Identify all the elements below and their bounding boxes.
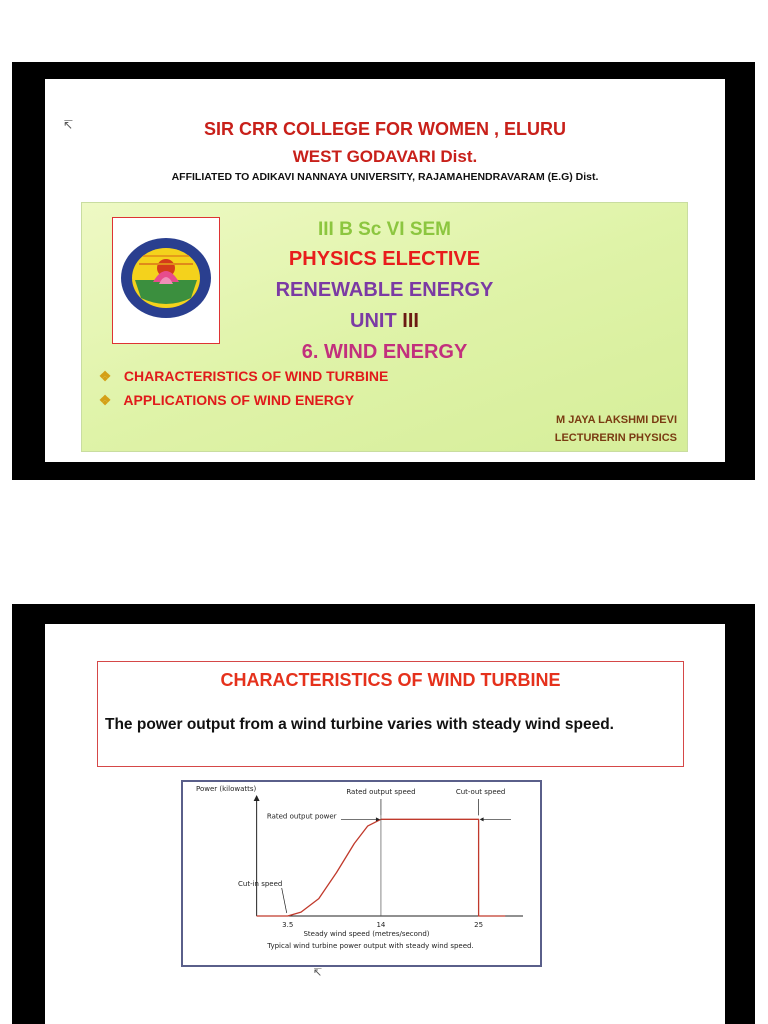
unit-heading bbox=[82, 310, 687, 333]
subject: PHYSICS ELECTIVE bbox=[288, 248, 481, 270]
title-box bbox=[97, 661, 684, 767]
unit-label: UNIT bbox=[350, 310, 397, 332]
cutin-arrow bbox=[282, 888, 287, 913]
x-tick-label: 14 bbox=[376, 921, 386, 929]
slide-2-content bbox=[45, 624, 725, 1024]
slide-title: CHARACTERISTICS OF WIND TURBINE bbox=[220, 670, 561, 690]
x-tick-label: 25 bbox=[474, 921, 484, 929]
chart-caption: Typical wind turbine power output with steady wind speed. bbox=[267, 942, 474, 950]
list-item bbox=[90, 392, 388, 409]
y-axis-arrow bbox=[254, 795, 260, 801]
unit-number: III bbox=[402, 310, 419, 332]
topic-title: 6. WIND ENERGY bbox=[301, 341, 468, 363]
list-item-label: APPLICATIONS OF WIND ENERGY bbox=[123, 392, 355, 408]
cutout-speed-label: Cut-out speed bbox=[455, 788, 506, 796]
cutout-right-arrowhead bbox=[480, 817, 484, 821]
class-semester: III B Sc VI SEM bbox=[317, 219, 452, 240]
slide-1 bbox=[12, 62, 755, 480]
affiliation: AFFILIATED TO ADIKAVI NANNAYA UNIVERSITY, RAJAMAHENDRAVARAM (E.G) Dist. bbox=[171, 171, 599, 183]
topic-list bbox=[90, 368, 388, 416]
author-name: M JAYA LAKSHMI DEVI bbox=[555, 414, 677, 426]
slide-2 bbox=[12, 604, 755, 1024]
district: WEST GODAVARI Dist. bbox=[292, 147, 478, 166]
rated-power-label: Rated output power bbox=[266, 812, 337, 821]
college-name: SIR CRR COLLEGE FOR WOMEN , ELURU bbox=[204, 119, 566, 139]
paper-title: RENEWABLE ENERGY bbox=[275, 279, 494, 301]
diamond-bullet-icon: ❖ bbox=[98, 392, 112, 408]
author-title: LECTURERIN PHYSICS bbox=[554, 432, 677, 444]
list-item-label: CHARACTERISTICS OF WIND TURBINE bbox=[123, 368, 389, 384]
chart-svg bbox=[183, 782, 536, 961]
rated-speed-label: Rated output speed bbox=[346, 788, 416, 796]
list-item bbox=[90, 368, 388, 385]
mouse-pointer-icon: ↸ bbox=[313, 966, 323, 979]
y-axis-label: Power (kilowatts) bbox=[196, 785, 257, 793]
mouse-pointer-icon: ↸ bbox=[63, 118, 74, 132]
x-axis-label: Steady wind speed (metres/second) bbox=[303, 930, 430, 938]
power-curve-chart bbox=[181, 780, 542, 967]
x-tick-label: 3.5 bbox=[282, 921, 294, 929]
slide-statement: The power output from a wind turbine varies with steady wind speed. bbox=[105, 716, 614, 733]
course-info-panel bbox=[81, 202, 688, 452]
cutin-speed-label: Cut-in speed bbox=[238, 880, 283, 888]
author-block bbox=[555, 411, 677, 447]
diamond-bullet-icon: ❖ bbox=[98, 368, 112, 384]
slide-1-content bbox=[45, 79, 725, 462]
